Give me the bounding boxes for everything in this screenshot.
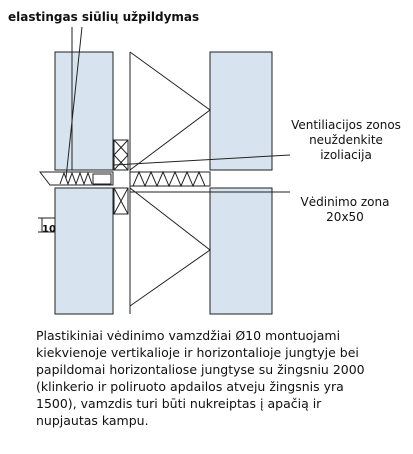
vent-zone-label: Ventiliacijos zonos neuždenkite izoliacija <box>291 118 401 162</box>
lower-insulation-triangle <box>130 188 210 306</box>
airing-zone-label: Vėdinimo zona 20x50 <box>300 195 390 224</box>
upper-spacer-box <box>114 140 128 170</box>
lower-left-panel <box>55 188 113 314</box>
lower-right-panel <box>210 188 272 314</box>
sealant-label: elastingas siūlių užpildymas <box>8 10 200 24</box>
upper-insulation-triangle <box>130 52 210 170</box>
joint-zigzag <box>133 172 205 186</box>
upper-right-panel <box>210 52 272 170</box>
caption-text: Plastikiniai vėdinimo vamzdžiai Ø10 montuojami kiekvienoje vertikalioje ir horizontalioje jungtyje bei papildomai horizontaliose jungtyse su žingsniu 2000 (klinkerio ir poliruoto apdailos atveju žingsnis yra 1500), vamzdis turi būti nukreiptas į apačią ir nupjautas kampu. <box>36 328 365 428</box>
upper-left-panel <box>55 52 113 170</box>
dimension-label: 10 <box>42 224 56 235</box>
